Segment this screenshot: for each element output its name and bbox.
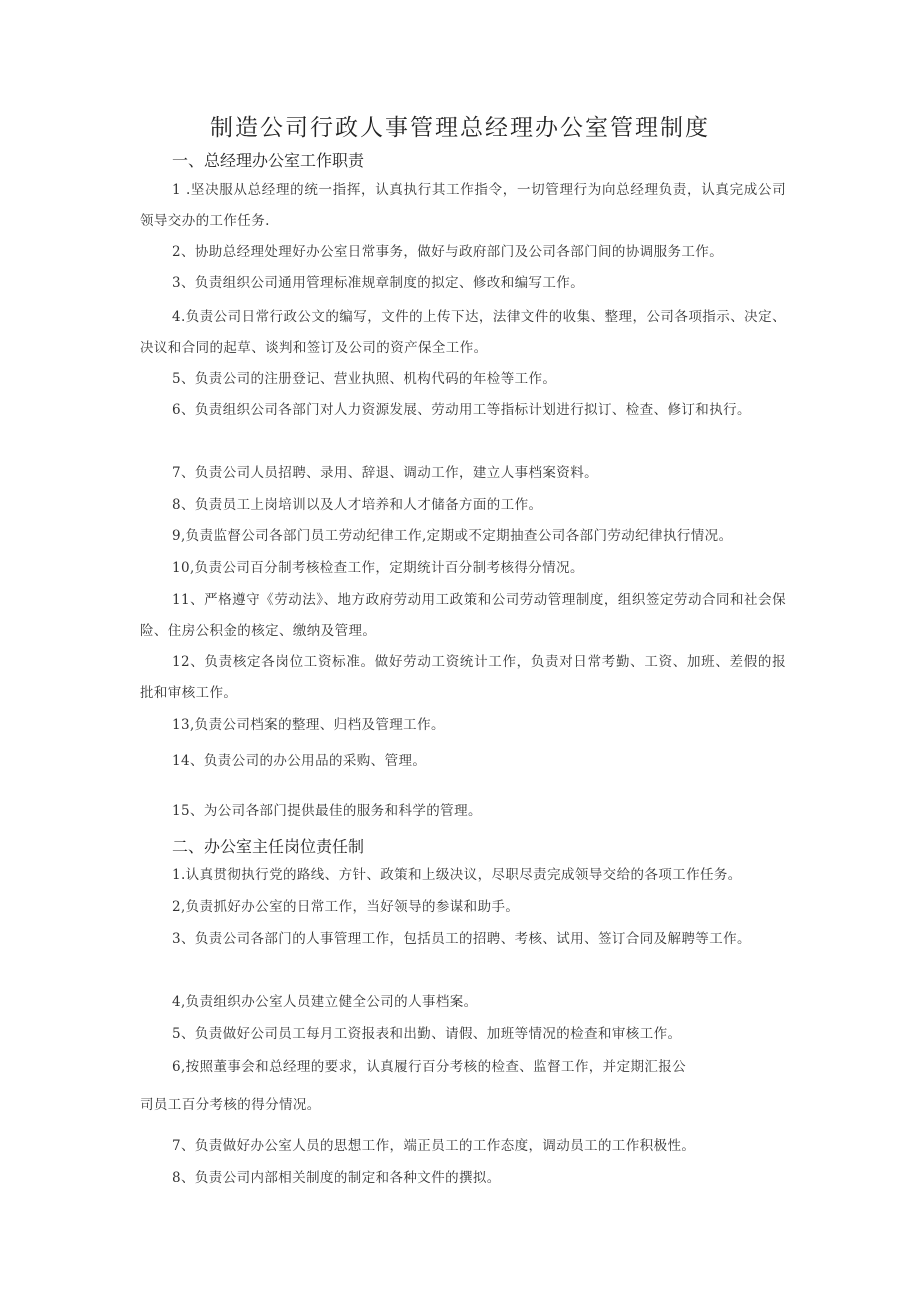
- section-heading-2: 二、办公室主任岗位责任制: [172, 837, 365, 856]
- section1-item-15: 15、为公司各部门提供最佳的服务和科学的管理。: [172, 803, 482, 819]
- section1-item-5: 5、负责公司的注册登记、营业执照、机构代码的年检等工作。: [172, 371, 557, 387]
- section1-item-6: 6、负责组织公司各部门对人力资源发展、劳动用工等指标计划进行拟订、检查、修订和执行。: [172, 402, 751, 418]
- section1-item-13: 13,负责公司档案的整理、归档及管理工作。: [172, 717, 445, 733]
- document-title: 制造公司行政人事管理总经理办公室管理制度: [210, 115, 710, 141]
- section2-item-1: 1.认真贯彻执行党的路线、方针、政策和上级决议，尽职尽责完成领导交给的各项工作任务。: [172, 867, 742, 883]
- section1-item-9: 9,负责监督公司各部门员工劳动纪律工作,定期或不定期抽查公司各部门劳动纪律执行情况。: [172, 528, 733, 544]
- section1-item-14: 14、负责公司的办公用品的采购、管理。: [172, 753, 427, 769]
- section1-item-10: 10,负责公司百分制考核检查工作，定期统计百分制考核得分情况。: [172, 560, 584, 576]
- section2-item-6-continued: 司员工百分考核的得分情况。: [140, 1097, 321, 1113]
- section2-item-6: 6,按照董事会和总经理的要求，认真履行百分考核的检查、监督工作，并定期汇报公: [172, 1059, 687, 1075]
- section2-item-3: 3、负责公司各部门的人事管理工作，包括员工的招聘、考核、试用、签订合同及解聘等工作。: [172, 931, 751, 947]
- section1-item-4: 4.负责公司日常行政公文的编写，文件的上传下达，法律文件的收集、整理，公司各项指示、决定、决议和合同的起草、谈判和签订及公司的资产保全工作。: [140, 309, 786, 356]
- section2-item-5: 5、负责做好公司员工每月工资报表和出勤、请假、加班等情况的检查和审核工作。: [172, 1026, 682, 1042]
- section1-item-1: 1 .坚决服从总经理的统一指挥，认真执行其工作指令，一切管理行为向总经理负责，认真完成公司领导交办的工作任务.: [140, 182, 786, 229]
- section2-item-7: 7、负责做好办公室人员的思想工作，端正员工的工作态度，调动员工的工作积极性。: [172, 1138, 696, 1154]
- section1-item-12: 12、负责核定各岗位工资标准。做好劳动工资统计工作，负责对日常考勤、工资、加班、差假的报批和审核工作。: [140, 654, 786, 701]
- section2-item-4: 4,负责组织办公室人员建立健全公司的人事档案。: [172, 994, 478, 1010]
- section1-item-8: 8、负责员工上岗培训以及人才培养和人才储备方面的工作。: [172, 497, 543, 513]
- section-heading-1: 一、总经理办公室工作职责: [172, 151, 365, 170]
- section1-item-11: 11、严格遵守《劳动法》、地方政府劳动用工政策和公司劳动管理制度，组织签定劳动合同和社会保险、住房公积金的核定、缴纳及管理。: [140, 592, 786, 639]
- section2-item-8: 8、负责公司内部相关制度的制定和各种文件的撰拟。: [172, 1170, 501, 1186]
- section2-item-2: 2,负责抓好办公室的日常工作，当好领导的参谋和助手。: [172, 899, 520, 915]
- section1-item-2: 2、协助总经理处理好办公室日常事务，做好与政府部门及公司各部门间的协调服务工作。: [172, 244, 724, 260]
- section1-item-3: 3、负责组织公司通用管理标准规章制度的拟定、修改和编写工作。: [172, 275, 585, 291]
- section1-item-7: 7、负责公司人员招聘、录用、辞退、调动工作，建立人事档案资料。: [172, 465, 598, 481]
